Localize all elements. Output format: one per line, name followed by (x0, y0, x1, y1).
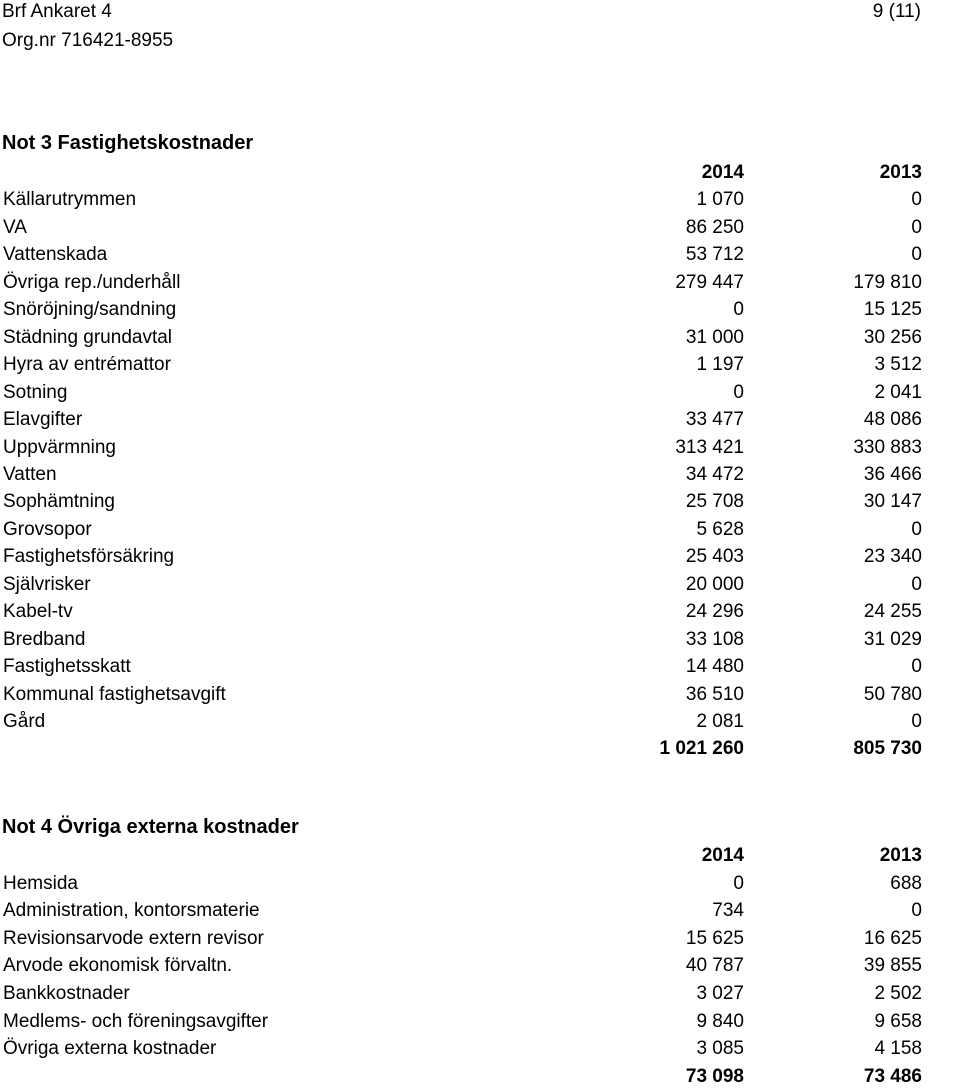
value-2014: 34 472 (685, 463, 744, 485)
value-2013: 30 256 (863, 326, 922, 348)
table-row (0, 681, 960, 709)
value-2014: 3 027 (696, 983, 744, 1004)
row-label: Källarutrymmen (3, 189, 137, 211)
value-2013: 0 (911, 216, 922, 238)
table-row (0, 434, 960, 462)
value-2013: 0 (911, 711, 922, 732)
year-header-row (0, 842, 960, 870)
table-row (0, 925, 960, 953)
table-row (0, 952, 960, 980)
table-row (0, 488, 960, 516)
row-label: Sotning (3, 381, 68, 403)
value-2014: 14 480 (685, 656, 744, 678)
value-2014: 2 081 (696, 711, 744, 732)
table-row (0, 870, 960, 898)
value-2014: 33 477 (685, 409, 744, 431)
value-2013: 9 658 (874, 1010, 922, 1032)
total-2013: 73 486 (863, 1065, 922, 1087)
table-row (0, 1008, 960, 1036)
row-label: Uppvärmning (3, 436, 116, 458)
table-row (0, 186, 960, 214)
value-2013: 23 340 (863, 546, 922, 568)
row-label: Kabel-tv (3, 601, 73, 623)
table-row (0, 543, 960, 571)
org-number: Org.nr 716421-8955 (2, 30, 174, 51)
company-name: Brf Ankaret 4 (2, 1, 112, 22)
row-label: Städning grundavtal (3, 326, 173, 348)
value-2014: 20 000 (685, 573, 744, 595)
value-2014: 15 625 (685, 927, 744, 949)
row-label: Bankkostnader (3, 983, 130, 1004)
page-number: 9 (11) (872, 1, 921, 22)
total-2014: 73 098 (685, 1065, 744, 1087)
row-label: Arvode ekonomisk förvaltn. (3, 955, 233, 977)
value-2014: 9 840 (696, 1010, 744, 1032)
value-2014: 0 (733, 381, 744, 403)
value-2013: 36 466 (863, 463, 922, 485)
table-row (0, 708, 960, 736)
value-2013: 16 625 (863, 927, 922, 949)
value-2013: 31 029 (863, 628, 922, 650)
total-2013: 805 730 (853, 738, 922, 760)
row-label: Hyra av entrémattor (3, 354, 171, 376)
row-label: VA (3, 216, 27, 238)
row-label: Elavgifter (3, 409, 83, 431)
value-2013: 179 810 (853, 271, 922, 293)
row-label: Övriga externa kostnader (3, 1038, 217, 1060)
year-header-row (0, 159, 960, 187)
table-row (0, 296, 960, 324)
value-2014: 1 197 (696, 354, 744, 376)
row-label: Fastighetsskatt (3, 656, 131, 678)
table-row (0, 351, 960, 379)
row-label: Övriga rep./underhåll (3, 271, 181, 293)
row-label: Fastighetsförsäkring (3, 546, 175, 568)
row-label: Bredband (3, 628, 86, 650)
table-row (0, 516, 960, 544)
value-2014: 24 296 (685, 601, 744, 623)
row-label: Snöröjning/sandning (3, 299, 177, 321)
year-2014-header: 2014 (701, 162, 744, 183)
value-2014: 40 787 (685, 955, 744, 977)
total-row (0, 1063, 960, 1091)
value-2013: 0 (911, 244, 922, 266)
value-2013: 15 125 (863, 299, 922, 321)
value-2014: 3 085 (696, 1038, 744, 1060)
value-2013: 330 883 (853, 436, 922, 458)
row-label: Sophämtning (3, 491, 115, 513)
value-2013: 24 255 (863, 601, 922, 623)
row-label: Gård (3, 711, 46, 732)
value-2014: 313 421 (675, 436, 744, 458)
row-label: Revisionsarvode extern revisor (3, 927, 264, 949)
value-2013: 50 780 (863, 683, 922, 705)
value-2014: 25 708 (685, 491, 744, 513)
value-2014: 25 403 (685, 546, 744, 568)
value-2014: 0 (733, 299, 744, 321)
value-2013: 2 502 (874, 983, 922, 1004)
table-row (0, 626, 960, 654)
total-row (0, 735, 960, 763)
table-row (0, 897, 960, 925)
value-2014: 0 (733, 872, 744, 894)
note4-title: Not 4 Övriga externa kostnader (2, 816, 299, 838)
table-row (0, 324, 960, 352)
value-2014: 734 (712, 900, 744, 922)
value-2013: 0 (911, 518, 922, 540)
value-2013: 0 (911, 573, 922, 595)
value-2013: 0 (911, 900, 922, 922)
row-label: Hemsida (3, 872, 78, 894)
row-label: Vatten (3, 463, 57, 485)
table-row (0, 1035, 960, 1063)
note3-title: Not 3 Fastighetskostnader (2, 132, 254, 154)
value-2014: 36 510 (685, 683, 744, 705)
value-2013: 2 041 (874, 381, 922, 403)
table-row (0, 598, 960, 626)
value-2014: 5 628 (696, 518, 744, 540)
value-2013: 0 (911, 656, 922, 678)
value-2013: 3 512 (874, 354, 922, 376)
table-row (0, 653, 960, 681)
value-2014: 86 250 (685, 216, 744, 238)
value-2013: 30 147 (863, 491, 922, 513)
table-row (0, 241, 960, 269)
row-label: Självrisker (3, 573, 91, 595)
row-label: Kommunal fastighetsavgift (3, 683, 226, 705)
value-2014: 279 447 (675, 271, 744, 293)
total-2014: 1 021 260 (659, 738, 744, 760)
table-row (0, 214, 960, 242)
table-row (0, 571, 960, 599)
table-row (0, 406, 960, 434)
table-row (0, 980, 960, 1008)
row-label: Medlems- och föreningsavgifter (3, 1010, 269, 1032)
value-2013: 688 (890, 872, 922, 894)
value-2013: 0 (911, 189, 922, 211)
year-2014-header: 2014 (701, 845, 744, 866)
value-2014: 53 712 (685, 244, 744, 266)
table-row (0, 461, 960, 489)
value-2014: 33 108 (685, 628, 744, 650)
value-2013: 4 158 (874, 1038, 922, 1060)
row-label: Vattenskada (3, 244, 108, 266)
value-2013: 39 855 (863, 955, 922, 977)
year-2013-header: 2013 (879, 845, 922, 866)
table-row (0, 269, 960, 297)
value-2013: 48 086 (863, 409, 922, 431)
value-2014: 31 000 (685, 326, 744, 348)
year-2013-header: 2013 (879, 162, 922, 183)
table-row (0, 379, 960, 407)
row-label: Administration, kontorsmaterie (3, 900, 260, 922)
value-2014: 1 070 (696, 189, 744, 211)
row-label: Grovsopor (3, 518, 92, 540)
